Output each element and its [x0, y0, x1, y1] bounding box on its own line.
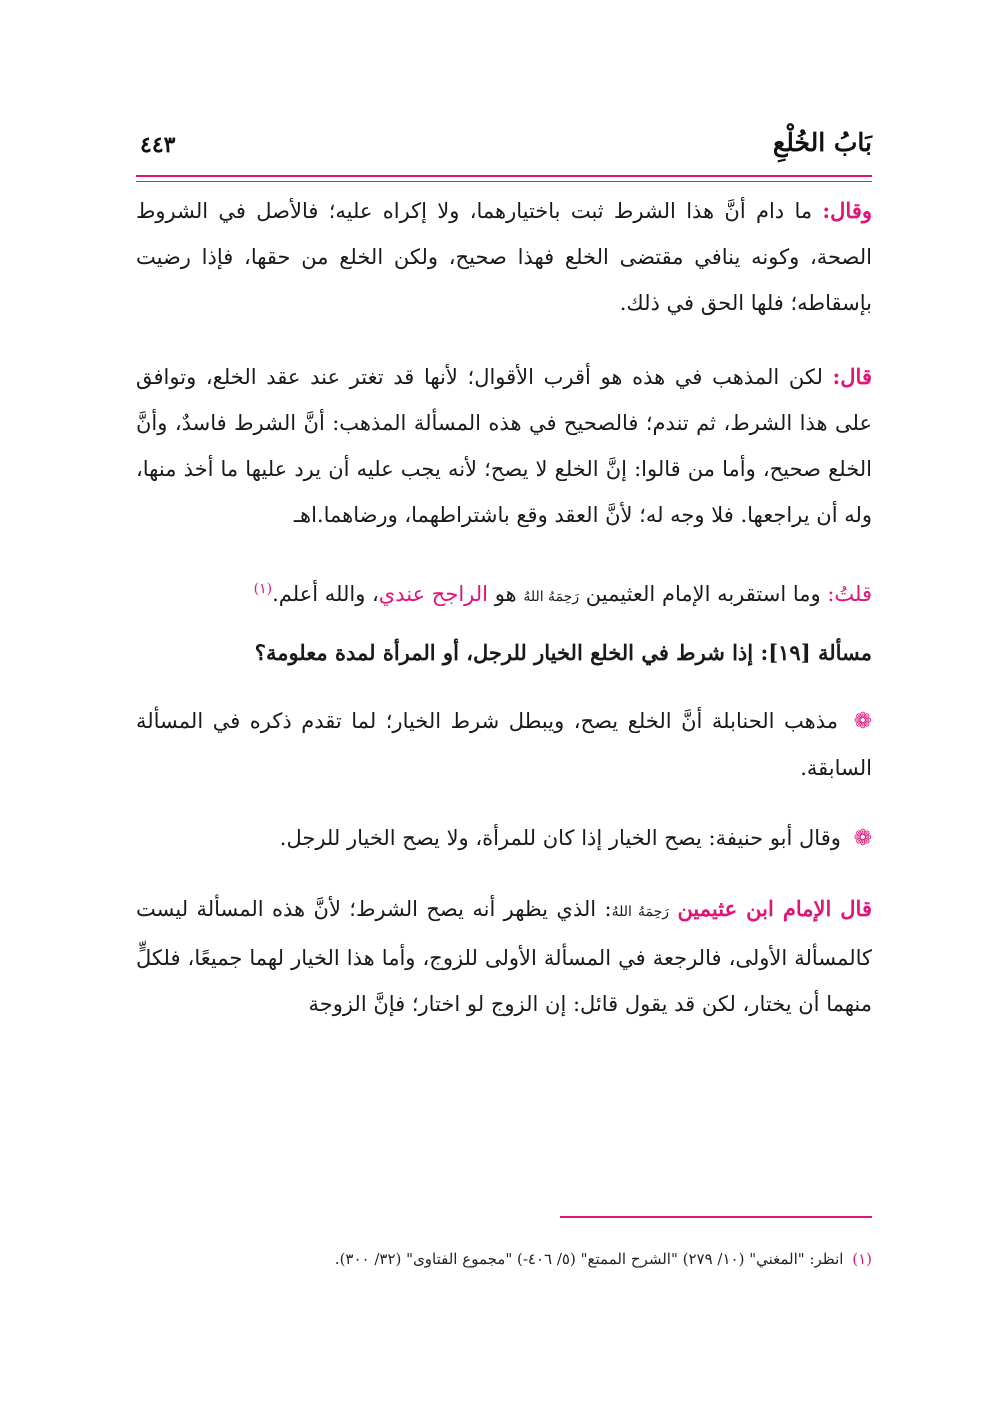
- paragraph-text: ما دام أنَّ هذا الشرط ثبت باختيارهما، ولا إكراه عليه؛ فالأصل في الشروط الصحة، وكونه ينافي مقتضى الخلع فهذا صحيح، ولكن الخلع من حقها، فإذا رضيت بإسقاطه؛ فلها الحق في ذلك.: [136, 199, 872, 315]
- footnote-number: (١): [852, 1250, 872, 1268]
- paragraph-text: هو: [494, 582, 517, 606]
- flower-icon: ❁: [853, 709, 872, 734]
- question-heading: [136, 630, 872, 676]
- paragraph-text: ، والله أعلم.: [272, 582, 379, 606]
- paragraph-text: : الذي يظهر أنه يصح الشرط؛ لأنَّ هذه المسألة ليست كالمسألة الأولى، فالرجعة في المسألة الأولى للزوج، وأما هذا الخيار لهما جميعًا، فلكلٍّ منهما أن يختار، لكن قد يقول قائل: إن الزوج لو اختار؛ فإنَّ الزوجة: [136, 897, 872, 1016]
- paragraph-4: [136, 886, 872, 1027]
- question-text: إذا شرط في الخلع الخيار للرجل، أو المرأة لمدة معلومة؟: [254, 640, 754, 665]
- paragraph-2: [136, 354, 872, 538]
- paragraph-text: وما استقربه الإمام العثيمين: [585, 582, 821, 606]
- speaker-label: وقال:: [822, 198, 872, 223]
- speaker-label: قال:: [832, 364, 872, 389]
- bullet-text: وقال أبو حنيفة: يصح الخيار إذا كان للمرأة، ولا يصح الخيار للرجل.: [279, 826, 841, 850]
- bullet-item: [136, 815, 872, 862]
- header-divider-thin: [136, 181, 872, 182]
- footnote-marker[interactable]: (١): [253, 581, 273, 597]
- header-divider: [136, 175, 872, 177]
- bullet-item: [136, 698, 872, 791]
- main-text: [136, 188, 872, 1055]
- speaker-label: قال الإمام ابن عثيمين: [677, 896, 872, 921]
- paragraph-text: لكن المذهب في هذه هو أقرب الأقوال؛ لأنها قد تغتر عند عقد الخلع، وتوافق على هذا الشرط، ثم تندم؛ فالصحيح في هذه المسألة المذهب: أنَّ الشرط فاسدٌ، وأنَّ الخلع صحيح، وأما من قالوا: إنَّ الخلع لا يصح؛ لأنه يجب عليه أن يرد عليها ما أخذ منها، وله أن يراجعها. فلا وجه له؛ لأنَّ العقد وقع باشتراطهما، ورضاهما.اهـ: [136, 365, 872, 527]
- bullet-text: مذهب الحنابلة أنَّ الخلع يصح، ويبطل شرط الخيار؛ لما تقدم ذكره في المسألة السابقة.: [136, 709, 872, 780]
- page-number: ٤٤٣: [140, 132, 176, 158]
- author-note-label: قلتُ:: [827, 582, 872, 606]
- footnote-text: انظر: "المغني" (١٠/ ٢٧٩) "الشرح الممتع" (٥/ ٤٠٦-) "مجموع الفتاوى" (٣٢/ ٣٠٠).: [334, 1250, 844, 1268]
- footnote: [136, 1250, 872, 1268]
- paragraph-1: [136, 188, 872, 326]
- honorific: رَحِمَهُ اللهُ: [523, 589, 580, 605]
- highlighted-opinion: الراجح عندي: [378, 582, 488, 606]
- question-label: مسألة [١٩]:: [760, 640, 872, 665]
- chapter-title: بَابُ الخُلْعِ: [772, 128, 872, 157]
- page-header: [136, 120, 872, 170]
- paragraph-3: [136, 566, 872, 620]
- honorific: رَحِمَهُ اللهُ: [611, 904, 670, 920]
- footnote-divider: [560, 1216, 872, 1218]
- flower-icon: ❁: [853, 826, 872, 851]
